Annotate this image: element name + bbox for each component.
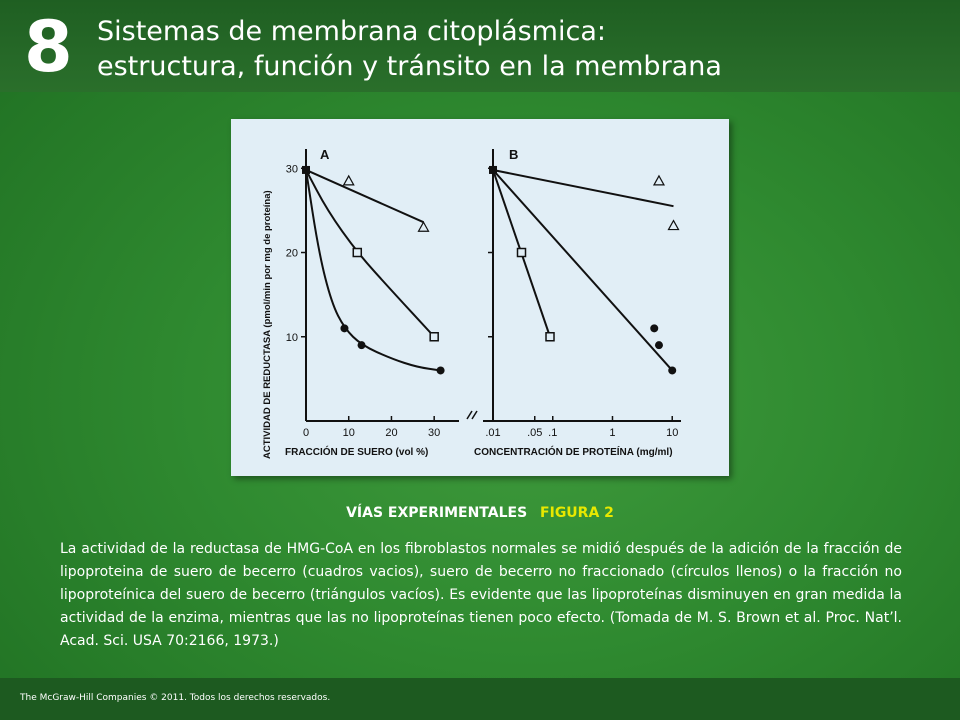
title-line-2: estructura, función y tránsito en la membrana bbox=[97, 51, 722, 82]
panel-b-x-tick-label: 10 bbox=[666, 427, 679, 439]
panel-b-point-square bbox=[518, 249, 526, 257]
panel-a-label: A bbox=[320, 147, 330, 162]
panel-a-point-square bbox=[353, 249, 361, 257]
panel-b-x-tick-label: .01 bbox=[485, 427, 501, 439]
panel-a-point-triangle bbox=[344, 176, 354, 185]
slide-title bbox=[97, 14, 722, 84]
panel-a-y-tick-label: 10 bbox=[285, 331, 298, 344]
panel-b-x-tick-label: .1 bbox=[548, 427, 558, 439]
panel-b-point-triangle bbox=[668, 221, 678, 230]
panel-b-point-circle bbox=[668, 366, 676, 374]
panel-b-point-square bbox=[546, 333, 554, 341]
panel-b-label: B bbox=[509, 147, 519, 162]
panel-a-point-triangle bbox=[419, 222, 429, 231]
y-axis-label: ACTIVIDAD DE REDUCTASA (pmol/min por mg de proteína) bbox=[262, 190, 273, 459]
panel-a-x-axis-label: FRACCIÓN DE SUERO (vol %) bbox=[285, 447, 429, 458]
panel-a-x-tick-label: 30 bbox=[428, 427, 441, 439]
panel-b-x-axis-label: CONCENTRACIÓN DE PROTEÍNA (mg/ml) bbox=[474, 447, 673, 458]
axis-break-mark bbox=[472, 411, 477, 419]
panel-a-y-tick-label: 30 bbox=[285, 163, 298, 176]
panel-a-x-tick-label: 20 bbox=[385, 427, 398, 439]
panel-a-line-triángulos-vacíos bbox=[306, 170, 424, 222]
panel-b-x-tick-label: .05 bbox=[527, 427, 543, 439]
chapter-number: 8 bbox=[24, 6, 73, 88]
panel-a-x-tick-label: 10 bbox=[342, 427, 355, 439]
panel-b-point-triangle bbox=[654, 176, 664, 185]
caption-label: VÍAS EXPERIMENTALES bbox=[346, 505, 528, 521]
panel-a-point-square bbox=[430, 333, 438, 341]
panel-a-point-circle bbox=[437, 366, 445, 374]
panel-a-point-circle bbox=[340, 324, 348, 332]
panel-a-y-tick-label: 20 bbox=[285, 247, 298, 260]
panel-a-x-tick-label: 0 bbox=[302, 427, 310, 439]
panel-a-line-cuadros-vacíos bbox=[306, 170, 434, 337]
axis-break-mark bbox=[467, 411, 472, 419]
copyright-text: The McGraw-Hill Companies © 2011. Todos los derechos reservados. bbox=[20, 693, 331, 703]
panel-b-x-tick-label: 1 bbox=[609, 427, 616, 439]
chart-svg bbox=[231, 119, 729, 476]
panel-b-point-circle bbox=[655, 341, 663, 349]
panel-b-point-circle bbox=[650, 324, 658, 332]
caption-figure-number: FIGURA 2 bbox=[540, 505, 614, 521]
caption-text: La actividad de la reductasa de HMG-CoA en los fibroblastos normales se midió después de la adición de la fracción de lipoproteina de suero de becerro (cuadros vacios), suero de becerro no fraccionado (círculos llenos) o la fracción no lipoproteínica del suero de becerro (triángulos vacíos). Es evidente que las lipoproteínas disminuyen en gran medida la actividad de la enzima, mientras que las no lipoproteínas tienen poco efecto. (Tomada de M. S. Brown et al. Proc. Nat’l. Acad. Sci. USA 70:2166, 1973.) bbox=[60, 541, 902, 649]
figure-panel bbox=[231, 119, 729, 476]
caption-heading bbox=[0, 505, 960, 521]
title-line-1: Sistemas de membrana citoplásmica: bbox=[97, 16, 606, 47]
panel-a-point-circle bbox=[358, 341, 366, 349]
